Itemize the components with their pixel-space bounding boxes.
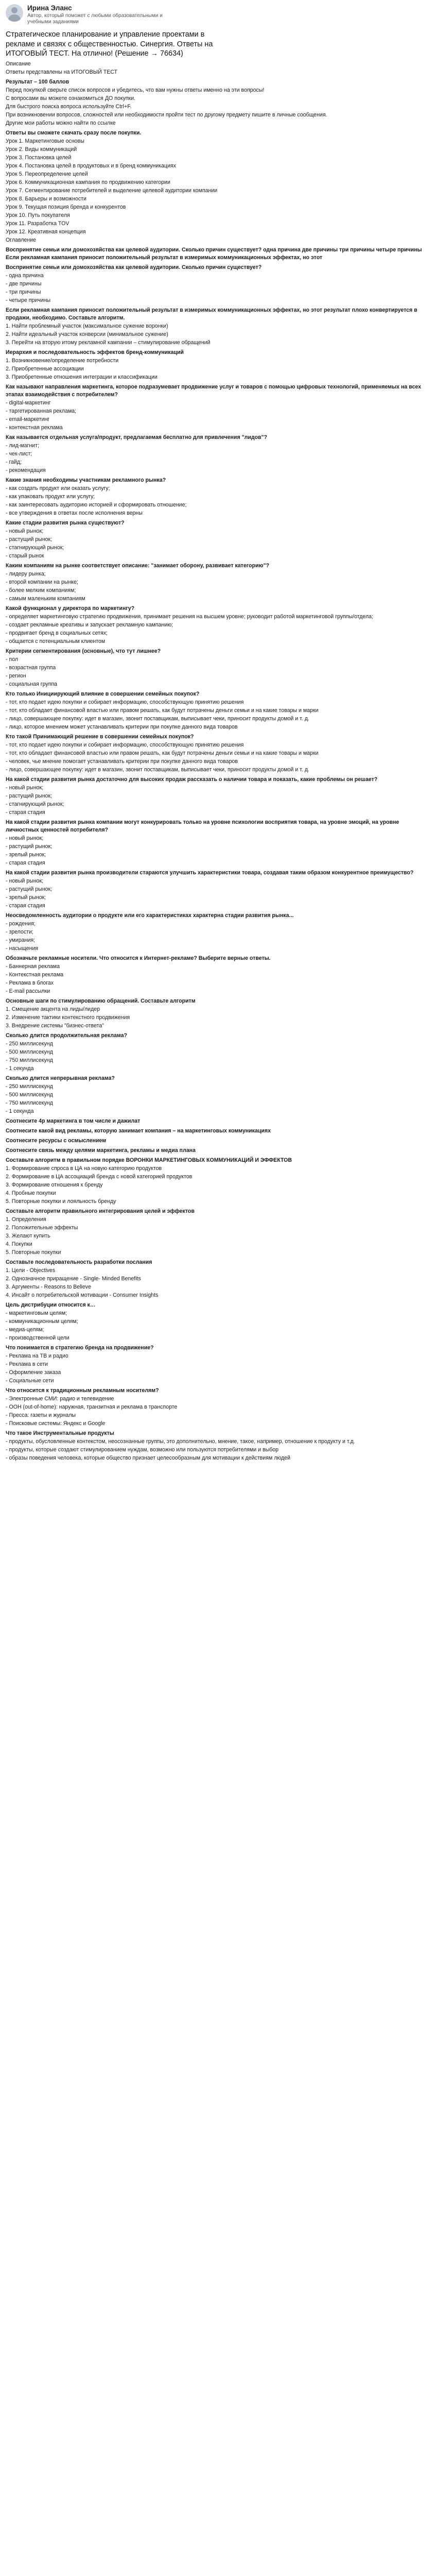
document-heading: Обозначьте рекламные носители. Что относится к Интернет-рекламе? Выберите верные ответы. (6, 955, 271, 961)
document-line: 2. Положительные эффекты (6, 1224, 78, 1231)
document-line: - зрелый рынок; (6, 894, 46, 901)
document-line: - Реклама в блогах (6, 979, 54, 986)
document-heading: Неосведомленность аудитории о продукте или его характеристиках характерна стадии развития рынка... (6, 912, 294, 919)
document-line: - E-mail рассылки (6, 988, 50, 994)
document-line: - Пресса: газеты и журналы (6, 1412, 76, 1418)
document-heading: На какой стадии развития рынка производители стараются улучшить характеристики товара, создавая таким образом конкурентное преимущество? (6, 869, 414, 876)
document-line: - 250 миллисекунд (6, 1083, 53, 1090)
document-line: - две причины (6, 280, 42, 287)
document-line: 1. Цели - Objectives (6, 1267, 56, 1274)
document-line: - тот, кто обладает финансовой властью или правом решать, как будут потрачены деньги семьи и на какие товары и марки (6, 707, 319, 714)
document-line: - Поисковые системы: Яндекс и Google (6, 1420, 106, 1427)
document-heading: Что понимается в стратегию бренда на продвижение? (6, 1344, 154, 1351)
document-line: - продукты, которые создают стимулированием нуждам, возможно или пользуются потребителями и выбор (6, 1446, 279, 1453)
document-line: - 750 миллисекунд (6, 1099, 53, 1106)
document-heading: Основные шаги по стимулированию обращений. Составьте алгоритм (6, 997, 196, 1004)
document-line: - Баннерная реклама (6, 963, 60, 970)
document-heading: Сколько длится продолжительная реклама? (6, 1032, 127, 1039)
document-line: 4. Инсайт о потребительской мотивации - Consumer Insights (6, 1292, 159, 1298)
document-line: 2. Изменение тактики контекстного продвижения (6, 1014, 130, 1021)
document-line: - медиа-целям; (6, 1326, 44, 1333)
document-line: - лид-магнит; (6, 442, 39, 449)
document-line: - тот, кто подает идею покупки и собирает информацию, способствующую принятию решения (6, 699, 244, 705)
document-line: 5. Повторные покупки (6, 1249, 61, 1256)
document-line: - второй компании на рынке; (6, 579, 78, 585)
document-line: - самым маленьким компаниям (6, 595, 85, 602)
document-heading: Цель дистрибуции относится к… (6, 1301, 96, 1308)
document-line: - тот, кто обладает финансовой властью или правом решать, как будут потрачены деньги семьи и на какие товары и марки (6, 750, 319, 756)
document-heading: Каким компаниям на рынке соответствует описание: "занимает оборону, развивает категорию"? (6, 562, 270, 569)
document-line: - как упаковать продукт или услугу; (6, 493, 95, 500)
document-heading: Кто такой Принимающий решение в совершении семейных покупок? (6, 733, 194, 740)
document-line: 3. Приобретенные отношения интеграции и классификации (6, 374, 158, 380)
document-line: Другие мои работы можно найти по ссылке (6, 120, 116, 127)
document-line: 2. Приобретенные ассоциации (6, 365, 84, 372)
document-heading: Соотнесите какой вид рекламы, которую занимает компания – на маркетинговых коммуникациях (6, 1127, 271, 1134)
document-line: 2. Формирование в ЦА ассоциаций бренда с новой категорией продуктов (6, 1173, 193, 1180)
document-heading: На какой стадии развития рынка достаточно для высоких продаж рассказать о наличии товара и показать, какие проблемы он решает? (6, 776, 378, 783)
document-line: - новый рынок; (6, 835, 44, 841)
document-line: - растущий рынок; (6, 843, 53, 850)
document-line: - Реклама на ТВ и радио (6, 1352, 68, 1359)
document-heading: Иерархия и последовательность эффектов бренд-коммуникаций (6, 349, 184, 355)
document-line: Урок 3. Постановка целей (6, 155, 72, 161)
document-line: - 1 секунда (6, 1108, 34, 1114)
document-line: - стагнирующий рынок; (6, 544, 64, 551)
document-line: - 500 миллисекунд (6, 1091, 53, 1098)
document-heading: Ответы вы сможете скачать сразу после покупки. (6, 130, 142, 137)
document-heading: Если рекламная кампания приносит положительный результат в измеримых коммуникационных эффектах, но этот результат плохо конвертируется в продажи, необходимо. Составьте алгоритм. (6, 307, 417, 321)
document-line: - определяет маркетинговую стратегию продвижения, принимает решения на высшем уровне; руководит работой маркетинговой группы/отдела; (6, 613, 373, 620)
document-line: - пол (6, 656, 19, 663)
document-line: - рекомендация (6, 467, 46, 473)
document-heading: Какие стадии развития рынка существуют? (6, 519, 125, 526)
document-line: - новый рынок; (6, 877, 44, 884)
document-line: - таргетированная реклама; (6, 408, 77, 414)
document-line: - общается с потенциальным клиентом (6, 638, 106, 645)
document-line: - человек, чье мнение помогает устанавливать критерии при покупке данного вида товаров (6, 758, 238, 765)
document-line: Урок 10. Путь покупателя (6, 212, 70, 219)
document-line: - тот, кто подает идею покупки и собирает информацию, способствующую принятию решения (6, 741, 244, 748)
document-line: - Социальные сети (6, 1377, 54, 1384)
document-line: Урок 4. Постановка целей в продуктовых и в бренд коммуникациях (6, 163, 176, 170)
page-title: Стратегическое планирование и управление проектами в рекламе и связях с общественностью. Синергия. Ответы на ИТОГОВЫЙ ТЕСТ. На отлично! (Решение → 76634) (6, 30, 213, 58)
document-line: - одна причина (6, 272, 44, 279)
document-line: - Электронные СМИ: радио и телевидение (6, 1395, 114, 1402)
document-line: 4. Пробные покупки (6, 1190, 56, 1196)
document-line: - чек-лист; (6, 450, 32, 457)
document-line: - лицо, совершающее покупку: идет в магазин, звонит поставщикам, выписывает чеки, приносит продукты домой и т. д. (6, 766, 309, 773)
document-line: 2. Найти идеальный участок конверсии (минимальное сужение) (6, 331, 168, 337)
document-line: Урок 9. Текущая позиция бренда и конкурентов (6, 204, 126, 211)
author-name[interactable]: Ирина Эланс (27, 4, 72, 12)
document-line: Урок 11. Разработка TOV (6, 221, 69, 227)
document-heading: Сколько длится непрерывная реклама? (6, 1075, 115, 1081)
document-line: - регион (6, 672, 26, 679)
document-line: - стагнирующий рынок; (6, 801, 64, 807)
document-line: - старая стадия (6, 809, 45, 816)
document-line: - 750 миллисекунд (6, 1057, 53, 1063)
document-line: - растущий рынок; (6, 886, 53, 892)
document-heading: Какие знания необходимы участникам рекламного рынка? (6, 477, 166, 483)
document-line: - новый рынок; (6, 784, 44, 791)
document-heading: Соотнесите связь между целями маркетинга, рекламы и медиа плана (6, 1147, 196, 1154)
document-line: 3. Аргументы - Reasons to Believe (6, 1283, 91, 1290)
document-line: - производственной цели (6, 1334, 69, 1341)
document-line: - Оформление заказа (6, 1369, 61, 1376)
document-heading: Воспринятие семьи или домохозяйства как целевой аудитории. Сколько причин существует? одна причина две причины три причины четыре причины Если рекламная кампания приносит положительный результат в измеримых коммуникационных эффектах, но этот (6, 247, 422, 261)
document-line: 3. Внедрение системы "бизнес-ответа" (6, 1022, 104, 1029)
document-heading: Кто только Инициирующий влияние в совершении семейных покупок? (6, 690, 200, 697)
document-line: Оглавление (6, 237, 37, 244)
document-line: 3. Формирование отношения к бренду (6, 1181, 103, 1188)
document-line: 2. Однозначное приращение - Single- Minded Benefits (6, 1275, 141, 1282)
document-line: Урок 7. Сегментирование потребителей и выделение целевой аудитории компании (6, 188, 218, 194)
document-line: 3. Перейти на вторую итому рекламной кампании – стимулирование обращений (6, 339, 211, 346)
document-line: Урок 12. Креативная концепция (6, 229, 86, 235)
document-line: - растущий рынок; (6, 536, 53, 543)
document-line: - лицо, совершающее покупку: идет в магазин, звонит поставщикам, выписывает чеки, приносит продукты домой и т. д. (6, 715, 309, 722)
document-line: - насыщения (6, 945, 39, 952)
document-line: Для быстрого поиска вопроса используйте Ctrl+F. (6, 104, 132, 110)
document-line: - Реклама в сети (6, 1361, 48, 1367)
document-line: - более мелким компаниям; (6, 587, 76, 594)
document-line: Урок 5. Переопределение целей (6, 171, 88, 178)
document-line: - старый рынок (6, 552, 44, 559)
document-line: - новый рынок; (6, 528, 44, 534)
document-line: - digital-маркетинг (6, 399, 51, 406)
document-line: 1. Формирование спроса в ЦА на новую категорию продуктов (6, 1165, 162, 1172)
document-line: - Контекстная реклама (6, 971, 64, 978)
document-line: - контекстная реклама (6, 424, 63, 431)
document-heading: Как называется отдельная услуга/продукт, предлагаемая бесплатно для привлечения "лидов"? (6, 434, 268, 440)
document-line: - старая стадия (6, 859, 45, 866)
document-line: - четыре причины (6, 297, 51, 303)
document-line: При возникновении вопросов, сложностей или необходимости пройти тест по другому предмету пишите в личные сообщения. (6, 112, 327, 118)
avatar[interactable] (6, 4, 23, 22)
document-line: - продукты, обусловленные контекстом, неосознанные группы, это дополнительно, мнение, такое, например, отношение к продукту и т.д. (6, 1438, 355, 1445)
document-line: - 1 секунда (6, 1065, 34, 1072)
document-line: - как заинтересовать аудиторию историей и сформировать отношение; (6, 501, 187, 508)
document-heading: Воспринятие семьи или домохозяйства как целевой аудитории. Сколько причин существует? (6, 264, 262, 270)
document-line: - старая стадия (6, 902, 45, 909)
document-line: - коммуникационным целям; (6, 1318, 78, 1325)
document-heading: Как называют направления маркетинга, которое подразумевает продвижение услуг и товаров с помощью цифровых технологий, применяемых на всех этапах взаимодействия с потребителем? (6, 383, 421, 398)
author-info (27, 4, 182, 26)
document-line: - OOH (out-of-home): наружная, транзитная и реклама в транспорте (6, 1403, 178, 1410)
document-line: - все утверждения в ответах после исполнения верны (6, 510, 143, 516)
document-line: 5. Повторные покупки и лояльность бренду (6, 1198, 116, 1205)
document-heading: Составьте алгоритм в правильном порядке ВОРОНКИ МАРКЕТИНГОВЫХ КОММУНИКАЦИЙ И ЭФФЕКТОВ (6, 1157, 292, 1163)
document-line: 1. Определения (6, 1216, 46, 1223)
document-line: 1. Найти проблемный участок (максимальное сужение воронки) (6, 323, 168, 329)
document-line: Ответы представлены на ИТОГОВЫЙ ТЕСТ (6, 69, 118, 76)
document-heading: Составьте алгоритм правильного интегрирования целей и эффектов (6, 1208, 195, 1214)
document-line: Урок 8. Барьеры и возможности (6, 196, 86, 202)
document-heading: Какой функционал у директора по маркетингу? (6, 605, 135, 612)
document-heading: Что такое Инструментальные продукты (6, 1430, 114, 1436)
document-line: - растущий рынок; (6, 792, 53, 799)
document-line: - как создать продукт или оказать услугу; (6, 485, 110, 492)
document-line: - образы поведения человека, которые общество признает целесообразным для мотивации к действиям людей (6, 1454, 291, 1461)
document-line: - 500 миллисекунд (6, 1048, 53, 1055)
document-body (6, 60, 430, 1463)
document-line: 1. Возникновение/определение потребности (6, 357, 118, 364)
document-line: - зрелости; (6, 928, 33, 935)
document-line: 1. Смещение акцента на лиды/лидер (6, 1006, 100, 1012)
document-line: Урок 1. Маркетинговые основы (6, 138, 84, 145)
document-line: Урок 2. Виды коммуникаций (6, 146, 77, 153)
document-line: 4. Покупки (6, 1241, 32, 1247)
document-line: - email-маркетинг (6, 416, 50, 422)
document-line: - социальная группа (6, 681, 58, 687)
document-line: - продвигает бренд в социальных сетях; (6, 630, 108, 636)
document-line: - возрастная группа (6, 664, 56, 671)
document-line: - зрелый рынок; (6, 851, 46, 858)
document-heading: Соотнесите ресурсы с осмыслением (6, 1137, 107, 1144)
document-heading: Соотнесите 4р маркетинга в том числе и дажилат (6, 1117, 141, 1124)
document-heading: Что относится к традиционным рекламным носителям? (6, 1387, 159, 1394)
document-heading: На какой стадии развития рынка компании могут конкурировать только на уровне психологии восприятия товара, на уровне эмоций, на уровне личностных ценностей потребителя? (6, 819, 399, 834)
document-line: - маркетинговым целям; (6, 1310, 67, 1316)
document-line: - рождения; (6, 920, 36, 927)
document-line: Перед покупкой сверьте список вопросов и убедитесь, что вам нужны ответы именно на эти вопросы! (6, 87, 265, 94)
document-line: 3. Желают купить (6, 1232, 50, 1239)
document-line: - три причины (6, 289, 41, 295)
document-line: - 250 миллисекунд (6, 1040, 53, 1047)
document-line: - создает рекламные креативы и запускает рекламную кампанию; (6, 621, 173, 628)
document-heading: Составьте последовательность разработки послания (6, 1259, 152, 1265)
author-header (6, 4, 430, 26)
document-heading: Критерии сегментирования (основные), что тут лишнее? (6, 648, 161, 654)
document-heading: Результат – 100 баллов (6, 79, 69, 86)
document-line: - лидеру рынка; (6, 570, 46, 577)
document-line: - умирания; (6, 937, 36, 943)
author-description: Автор, который поможет с любыми образовательными и учебными заданиями (27, 12, 163, 25)
document-line: - гайд; (6, 459, 22, 465)
document-line: С вопросами вы можете ознакомиться ДО покупки. (6, 95, 136, 102)
document-line: Описание (6, 61, 31, 67)
document-line: Урок 6. Коммуникационная кампания по продвижению категории (6, 179, 170, 186)
document-line: - лицо, которое мнением может устанавливать критерии при покупке данного вида товаров (6, 723, 238, 730)
